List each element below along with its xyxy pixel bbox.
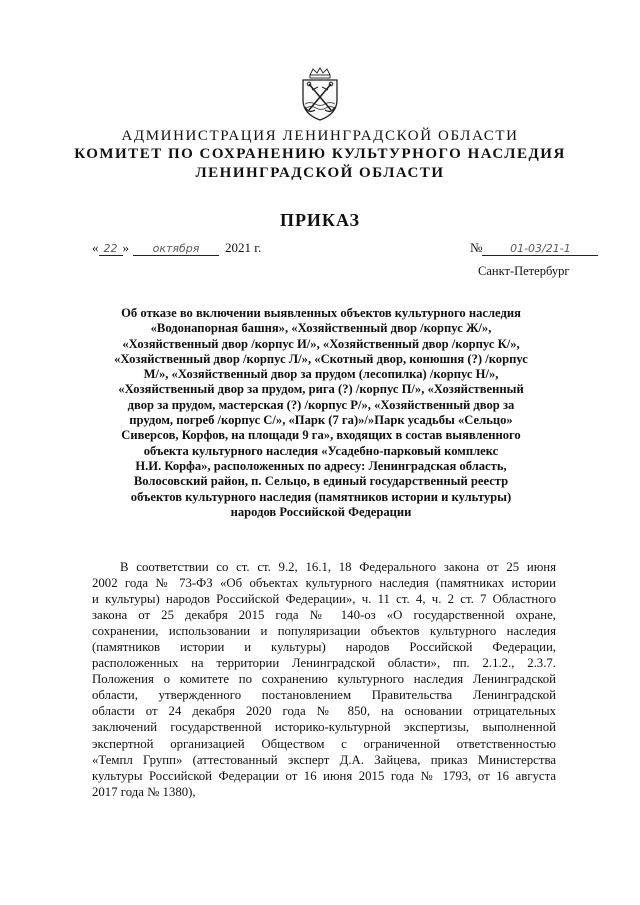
order-body-paragraph (92, 559, 556, 800)
body-line: культуры Российской Федерации от 16 июня 2015 года № 1793, от 16 августа (92, 768, 556, 783)
body-line: В соответствии со ст. ст. 9.2, 16.1, 18 Федерального закона от 25 июня (120, 560, 556, 574)
date-close-quote: » (122, 240, 129, 255)
subject-line: Сиверсов, Корфов, на площади 9 га», входящих в состав выявленного (121, 428, 521, 443)
subject-line: М/», «Хозяйственный двор за прудом (лесопилка) /корпус Н/», (143, 367, 499, 382)
subject-line: «Хозяйственный двор за прудом, рига (?) /корпус П/», «Хозяйственный (118, 382, 524, 397)
date-month-handwritten: октября (133, 242, 219, 256)
subject-line: объектов культурного наследия (памятников истории и культуры) (130, 489, 512, 504)
subject-line: двор за прудом, мастерская (?) /корпус Р/», «Хозяйственный двор за (127, 397, 515, 412)
subject-line: «Хозяйственный двор /корпус И/», «Хозяйственный двор /корпус К/», (122, 336, 520, 351)
subject-line: прудом, погреб /корпус С/», «Парк (7 га)»/»Парк усадьбы «Сельцо» (129, 413, 513, 428)
body-line: заключений государственной историко-культурной экспертизы, выполненной (92, 720, 556, 735)
order-number (470, 240, 598, 256)
org-line-region: ЛЕНИНГРАДСКОЙ ОБЛАСТИ (195, 165, 445, 181)
number-prefix: № (470, 240, 483, 255)
org-line-administration: АДМИНИСТРАЦИЯ ЛЕНИНГРАДСКОЙ ОБЛАСТИ (121, 128, 519, 144)
date-open-quote: « (92, 240, 99, 255)
body-line: экспертной организацией Обществом с ограниченной ответственностью (92, 736, 556, 751)
coat-of-arms-icon (298, 66, 342, 122)
subject-line: Волосовский район, п. Сельцо, в единый государственный реестр (133, 474, 509, 489)
body-line: 2017 года № 1380), (92, 784, 196, 799)
order-date (92, 240, 261, 256)
body-line: «Темпл Групп» (аттестованный эксперт Д.А. Зайцева, приказ Министерства (92, 752, 556, 767)
order-subject (96, 306, 546, 520)
org-line-committee: КОМИТЕТ ПО СОХРАНЕНИЮ КУЛЬТУРНОГО НАСЛЕДИЯ (74, 146, 566, 162)
subject-line: Об отказе во включении выявленных объектов культурного наследия (121, 306, 521, 320)
subject-line: объекта культурного наследия «Усадебно-парковый комплекс (143, 443, 499, 458)
date-year: 2021 г. (225, 240, 262, 255)
subject-line: народов Российской Федерации (230, 504, 412, 519)
body-line: закона от 25 декабря 2015 года № 140-оз «О государственной охране, (92, 608, 556, 623)
document-type-title: ПРИКАЗ (279, 210, 361, 230)
body-line: Положения о комитете по сохранению культурного наследия Ленинградской (92, 672, 556, 687)
date-day-handwritten: 22 (99, 242, 123, 256)
body-line: 2002 года № 73-ФЗ «Об объектах культурного наследия (памятниках истории (92, 576, 556, 591)
body-line: расположенных на территории Ленинградской области», пп. 2.1.2., 2.3.7. (92, 656, 556, 671)
subject-line: «Водонапорная башня», «Хозяйственный двор /корпус Ж/», (150, 321, 492, 336)
body-line: сохранении, использовании и популяризации объектов культурного наследия (92, 624, 556, 639)
body-line: области от 24 декабря 2020 года № 850, на основании отрицательных (92, 704, 556, 719)
number-handwritten: 01-03/21-1 (482, 242, 598, 256)
subject-line: Н.И. Корфа», расположенных по адресу: Ленинградская область, (135, 458, 507, 473)
body-line: (памятников истории и культуры) народов Российской Федерации, (92, 640, 556, 655)
body-line: области, утвержденного постановлением Правительства Ленинградской (92, 688, 556, 703)
body-line: и культуры) народов Российской Федерации», ч. 11 ст. 4, ч. 2 ст. 7 Областного (92, 592, 556, 607)
city-name: Санкт-Петербург (478, 264, 570, 278)
subject-line: «Хозяйственный двор /корпус Л/», «Скотный двор, конюшня (?) /корпус (114, 351, 528, 366)
